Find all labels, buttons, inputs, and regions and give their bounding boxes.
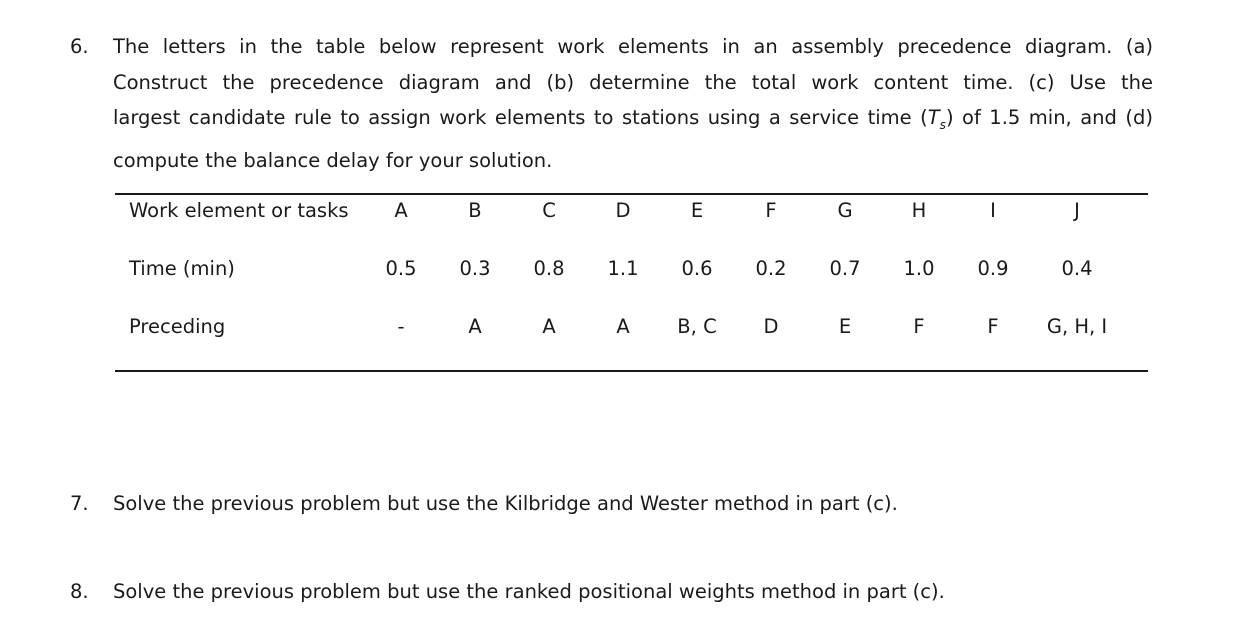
table-cell: E [838,315,852,338]
table-cell: H [911,199,927,222]
table-cell: 0.3 [459,257,491,280]
table-cell: 1.1 [607,257,639,280]
table-row-work-elements [0,199,1238,229]
table-row-time [0,257,1238,287]
table-cell: A [394,199,408,222]
row-label: Time (min) [129,257,235,280]
table-cell: D [615,199,631,222]
table-cell: I [990,199,996,222]
table-top-rule [115,193,1148,195]
table-cell: A [542,315,556,338]
table-cell: F [987,315,999,338]
table-row-preceding [0,315,1238,345]
table-cell: A [468,315,482,338]
service-time-symbol: T [927,106,940,129]
table-cell: 0.8 [533,257,565,280]
table-cell: 0.5 [385,257,417,280]
question-7-number: 7. [70,492,89,515]
table-cell: F [765,199,777,222]
table-bottom-rule [115,370,1148,372]
table-cell: F [913,315,925,338]
question-7-text: Solve the previous problem but use the Kilbridge and Wester method in part (c). [113,492,898,515]
question-6-text [113,29,1153,179]
question-6-line-4: compute the balance delay for your solution. [113,149,553,173]
question-6-line-2: Construct the precedence diagram and (b) determine the total work content time. (c) Use the [113,70,1153,94]
table-cell: D [763,315,779,338]
question-6-line-3-end: ) of 1.5 min, and (d) [945,106,1153,129]
question-6-line-3 [113,100,1153,143]
table-cell: A [616,315,630,338]
question-8-text: Solve the previous problem but use the ranked positional weights method in part (c). [113,580,945,603]
question-6-line-1: The letters in the table below represent work elements in an assembly precedence diagram. (a) [113,35,1153,58]
row-label: Work element or tasks [129,199,349,222]
table-cell: - [397,315,405,338]
question-8-number: 8. [70,580,89,603]
table-cell: E [690,199,704,222]
table-cell: 0.2 [755,257,787,280]
table-cell: 0.6 [681,257,713,280]
table-cell: 0.9 [977,257,1009,280]
question-6-line-3-start: largest candidate rule to assign work elements to stations using a service time ( [113,106,928,129]
table-cell: B, C [677,315,717,338]
table-cell: G, H, I [1046,315,1108,338]
table-cell: G [837,199,853,222]
question-6-number: 6. [70,35,89,58]
table-cell: J [1074,199,1080,222]
table-cell: 1.0 [903,257,935,280]
service-time-subscript: s [939,117,946,132]
table-cell: B [468,199,482,222]
table-cell: C [542,199,556,222]
table-cell: 0.4 [1061,257,1093,280]
row-label: Preceding [129,315,226,338]
table-cell: 0.7 [829,257,861,280]
